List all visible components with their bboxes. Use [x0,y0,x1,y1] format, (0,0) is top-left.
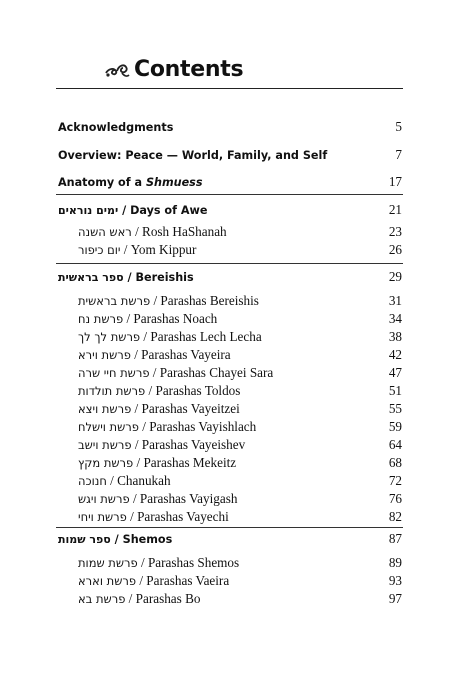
toc-entry-parashas-lech-lecha[interactable] [78,328,402,346]
toc-entry-hebrew: יום כיפור [78,243,121,257]
toc-entry-parashas-vayeitzei[interactable] [78,400,402,418]
toc-entry-english: / Shemos [110,533,173,546]
toc-entry-english: / Parashas Mekeitz [133,455,237,470]
toc-entry-page: 38 [388,329,402,344]
toc-entry-english: / Parashas Vayechi [126,509,229,524]
toc-entry-hebrew: פרשת ויחי [78,510,127,524]
toc-entry-parashas-bereishis[interactable] [78,292,402,310]
toc-entry-overview[interactable] [58,146,402,164]
toc-entry-label [78,554,239,572]
toc-entry-page: 97 [388,591,402,606]
toc-entry-page: 29 [388,269,402,284]
toc-entry-hebrew: פרשת חיי שרה [78,366,150,380]
toc-entry-label [78,436,245,454]
toc-entry-label [78,572,229,590]
decorative-flourish-icon [104,59,130,81]
toc-entry-hebrew: פרשת וירא [78,348,131,362]
section-divider [56,263,403,264]
toc-entry-english: / Parashas Toldos [145,383,241,398]
toc-entry-label: Acknowledgments [58,121,174,134]
toc-entry-rosh-hashanah[interactable] [78,223,402,241]
toc-entry-hebrew: ספר שמות [58,533,111,546]
toc-entry-english: / Chanukah [106,473,171,488]
toc-entry-yom-kippur[interactable] [78,241,402,259]
toc-entry-label [78,382,240,400]
section-divider [56,527,403,528]
toc-entry-page: 31 [388,293,402,308]
toc-entry-hebrew: פרשת בראשית [78,294,151,308]
toc-entry-hebrew: פרשת ויגש [78,492,130,506]
toc-entry-english: / Days of Awe [118,204,208,217]
toc-entry-label [78,310,217,328]
toc-entry-english: / Parashas Shemos [137,555,240,570]
toc-entry-english: / Parashas Lech Lecha [140,329,262,344]
toc-entry-page: 34 [388,311,402,326]
toc-entry-label [78,490,237,508]
toc-entry-page: 26 [388,242,402,257]
toc-entry-hebrew: פרשת וארא [78,574,137,588]
toc-entry-page: 5 [395,119,402,134]
toc-entry-english: / Rosh HaShanah [131,224,227,239]
toc-entry-label-italic: Shmuess [145,176,203,189]
toc-entry-english: / Parashas Vayeira [130,347,231,362]
toc-entry-hebrew: ספר בראשית [58,271,124,284]
toc-entry-parashas-chayei-sara[interactable] [78,364,402,382]
toc-entry-page: 76 [388,491,402,506]
toc-entry-page: 64 [388,437,402,452]
toc-entry-parashas-mekeitz[interactable] [78,454,402,472]
toc-entry-parashas-vayigash[interactable] [78,490,402,508]
toc-entry-hebrew: חנוכה [78,474,107,488]
toc-entry-page: 82 [388,509,402,524]
toc-entry-label [78,418,256,436]
toc-entry-english: / Parashas Vaeira [136,573,230,588]
toc-entry-parashas-vayechi[interactable] [78,508,402,526]
toc-entry-english: / Parashas Vayigash [129,491,238,506]
toc-entry-page: 47 [388,365,402,380]
toc-entry-chanukah[interactable] [78,472,402,490]
toc-entry-label: Overview: Peace — World, Family, and Self [58,149,328,162]
toc-entry-hebrew: פרשת לך לך [78,330,141,344]
toc-entry-hebrew: פרשת שמות [78,556,138,570]
toc-entry-label [58,174,203,192]
toc-entry-label [58,531,172,549]
toc-entry-hebrew: פרשת נח [78,312,124,326]
toc-entry-label [78,400,240,418]
toc-entry-parashas-vayishlach[interactable] [78,418,402,436]
toc-entry-page: 23 [388,224,402,239]
toc-entry-english: / Parashas Vayeitzei [131,401,240,416]
toc-entry-page: 21 [388,202,402,217]
toc-entry-label [78,472,171,490]
toc-entry-page: 42 [388,347,402,362]
toc-entry-parashas-vaeira[interactable] [78,572,402,590]
toc-entry-parashas-vayeishev[interactable] [78,436,402,454]
section-divider [56,194,403,195]
toc-entry-parashas-bo[interactable] [78,590,402,608]
toc-entry-label-main: Anatomy of a [58,176,146,189]
toc-entry-hebrew: פרשת תולדות [78,384,146,398]
toc-entry-english: / Parashas Vayishlach [138,419,257,434]
toc-entry-page: 89 [388,555,402,570]
toc-entry-parashas-vayeira[interactable] [78,346,402,364]
toc-entry-label [58,269,194,287]
toc-entry-english: / Parashas Chayei Sara [149,365,274,380]
toc-entry-english: / Yom Kippur [120,242,197,257]
toc-entry-hebrew: פרשת וישב [78,438,132,452]
toc-entry-page: 51 [388,383,402,398]
toc-entry-hebrew: פרשת וישלח [78,420,139,434]
toc-entry-english: / Parashas Noach [123,311,218,326]
toc-entry-parashas-toldos[interactable] [78,382,402,400]
toc-entry-label [58,202,207,220]
toc-entry-english: / Parashas Vayeishev [131,437,246,452]
toc-entry-page: 87 [388,531,402,546]
toc-entry-page: 55 [388,401,402,416]
toc-entry-english: / Bereishis [123,271,194,284]
toc-entry-page: 17 [388,174,402,189]
toc-entry-label [78,346,231,364]
toc-entry-label [78,328,262,346]
toc-entry-page: 93 [388,573,402,588]
page-title: Contents [134,57,244,82]
toc-entry-parashas-noach[interactable] [78,310,402,328]
toc-entry-label [78,364,273,382]
toc-entry-page: 72 [388,473,402,488]
toc-entry-page: 68 [388,455,402,470]
title-row [104,57,243,82]
toc-section-shemos[interactable] [58,530,402,548]
toc-entry-hebrew: פרשת בא [78,592,126,606]
toc-section-bereishis[interactable] [58,268,402,286]
toc-entry-parashas-shemos[interactable] [78,554,402,572]
title-divider [56,88,403,89]
toc-entry-label [78,292,259,310]
toc-entry-hebrew: ראש השנה [78,225,132,239]
toc-entry-hebrew: פרשת מקץ [78,456,134,470]
toc-entry-english: / Parashas Bereishis [150,293,259,308]
toc-entry-page: 59 [388,419,402,434]
toc-entry-hebrew: ימים נוראים [58,204,119,217]
toc-entry-acknowledgments[interactable] [58,118,402,136]
toc-entry-hebrew: פרשת ויצא [78,402,132,416]
toc-section-days-of-awe[interactable] [58,201,402,219]
toc-entry-label [78,241,196,259]
toc-entry-label [78,223,227,241]
toc-entry-anatomy[interactable] [58,173,402,191]
toc-entry-label [78,508,229,526]
toc-entry-english: / Parashas Bo [125,591,201,606]
toc-entry-page: 7 [395,147,402,162]
toc-entry-label [78,590,200,608]
toc-entry-label [78,454,236,472]
